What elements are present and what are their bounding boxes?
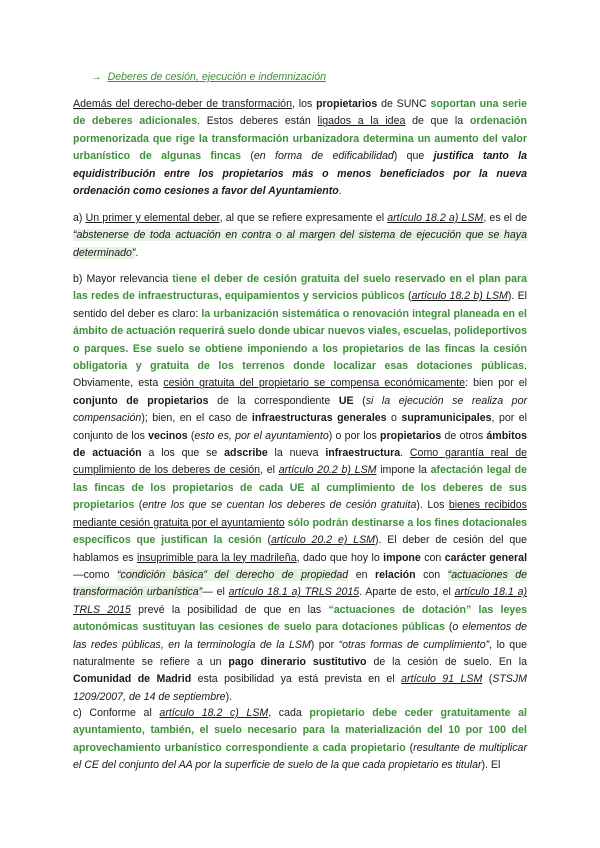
text-run: propietarios [380,429,442,442]
text-run: , por el conjunto de los [73,412,528,442]
text-run: ámbitos de actuación [73,429,528,460]
text-run: relación [374,568,416,581]
text-run: ). Los [416,499,449,512]
text-run: resultante de multiplicar el CE del conjunto del AA por la superficie de suelo de la que cada propietario es titular [73,741,527,772]
text-run: artículo 20.2 e) LSM [271,534,375,547]
text-run: con [415,568,448,581]
text-run: carácter general [444,551,528,564]
text-run: ); bien, en el caso de [141,412,252,425]
text-run: “actuaciones de transformación urbanística” [73,568,528,599]
paragraph-a [73,210,527,262]
text-run: ). El deber de cesión del que hablamos es [73,534,527,564]
text-run: de la correspondiente [208,394,339,407]
text-run: “otras formas de cumplimiento” [338,638,490,651]
text-run: o elementos de las redes públicas, en la terminología de la LSM [73,621,527,651]
text-run: artículo 18.2 b) LSM [411,290,508,303]
text-run: propietarios [316,98,378,110]
text-run: en forma de edificabilidad [253,150,394,163]
text-run: insuprimible para la ley madrileña [136,551,297,564]
text-run: . Aparte de esto, el [359,586,455,599]
text-run: si la ejecución se realiza por compensación [73,394,527,425]
text-run: , al que se refiere expresamente el [219,212,388,224]
text-run: en [348,568,375,581]
text-run: supramunicipales [401,412,492,425]
text-run: : bien por el [465,377,527,390]
text-run: ( [444,621,453,634]
text-run: vecinos [148,429,188,442]
text-run: soportan una serie de deberes adicionales [73,98,528,128]
text-run: ( [261,534,271,547]
text-run: , cada [268,707,310,719]
text-run: con [420,551,445,564]
text-run: ) que [393,150,434,163]
text-run: cesión gratuita del propietario se compensa económicamente [163,377,466,390]
text-run: b) Mayor relevancia [73,273,173,285]
text-run: , lo que naturalmente se refiere a un [73,638,527,668]
text-run: STSJM 1209/2007, de 14 de septiembre [73,673,527,703]
text-run: . Obviamente, esta [73,360,527,390]
text-run: UE [338,394,354,407]
text-run: la nueva [267,447,326,460]
text-run: , dado que hoy lo [296,551,384,564]
text-run: “condición básica” del derecho de propiedad [117,568,349,581]
text-run: infraestructuras generales [251,412,387,425]
text-run: de que la [405,115,470,128]
text-run: “abstenerse de toda actuación en contra o al margen del sistema de ejecución que se haya determinado” [73,229,527,259]
text-run: bienes recibidos mediante cesión gratuita por el ayuntamiento [73,499,527,529]
text-run: tiene el deber de cesión gratuita del suelo reservado en el plan para las redes de infraestructuras, equipamientos y servicios públicos [73,273,527,303]
text-run: adscribe [224,447,268,460]
text-run: propietario debe ceder gratuitamente al ayuntamiento, también, el suelo necesario para la materialización del 10 por 100 del aprovechamiento urbanístico correspondiente a cada propietario [73,707,528,754]
text-run: ). [225,690,233,703]
text-run: ligados a la idea [317,115,406,128]
text-run: entre los que se cuentan los deberes de cesión gratuita [142,499,417,512]
text-run: afectación legal de las fincas de los propietarios de cada UE al cumplimiento de los deberes de sus propietarios [73,464,528,512]
text-run: ( [241,150,254,163]
text-run: Comunidad de Madrid [73,673,192,686]
text-run: artículo 18.2 a) LSM [387,212,484,224]
text-run: artículo 18.2 c) LSM [159,707,269,719]
text-run: artículo 20.2 b) LSM [278,464,377,477]
text-run: prevé la posibilidad de que en las [130,603,329,616]
text-run: ( [405,741,414,754]
text-run: artículo 18.1 a) TRLS 2015 [73,586,527,616]
text-run: esta posibilidad ya está prevista en el [191,673,402,686]
text-run: , los [291,98,317,110]
text-run: ( [134,499,143,512]
text-run: Un primer y elemental deber [85,212,220,224]
text-run: impone [383,551,421,564]
text-run: , es el de [483,212,527,224]
text-run: Como garantía real de cumplimiento de los deberes de cesión [73,447,527,477]
text-run: o [386,412,402,425]
paragraph-b [73,271,527,706]
text-run: ). El sentido del deber es claro: [73,290,527,320]
text-run: conjunto de propietarios [73,394,209,407]
text-run: de otros [441,429,487,442]
text-run: “actuaciones de dotación” las leyes autonómicas sustituyan las cesiones de suelo para dotaciones públicas [73,603,528,634]
text-run: . [338,185,342,198]
section-heading [91,71,326,83]
text-run: la urbanización sistemática o renovación integral planeada en el ámbito de actuación requerirá suelo donde ubicar nuevos viales, escuelas, polideportivos o parques. Ese suelo se obtiene imponiendo a los propietarios de las fincas la cesión obligatoria y gratuita de los terrenos donde localizar esas dotaciones públicas [73,307,527,373]
text-run: artículo 91 LSM [401,673,483,686]
paragraph-c [73,705,527,775]
paragraph-intro [73,96,527,200]
text-run: infraestructura [325,447,401,460]
text-run: , el [260,464,279,477]
text-run: . [400,447,410,460]
text-run: artículo 18.1 a) TRLS 2015 [228,586,360,599]
text-run: de SUNC [377,98,431,110]
section-heading-text: Deberes de cesión, ejecución e indemnización [107,71,327,83]
text-run: . Estos deberes están [197,115,318,128]
text-run: ( [482,673,493,686]
text-run: —como [73,568,117,581]
text-run: justifica tanto la equidistribución entre los propietarios más o menos beneficiados por la nueva ordenación como cesiones a favor del Ayuntamiento [73,150,527,198]
text-run: ( [187,429,195,442]
arrow-right-icon: → [91,71,102,83]
text-run: impone la [376,464,431,477]
text-run: pago dinerario sustitutivo [228,655,367,668]
text-run: a) [73,212,86,224]
text-run: de la cesión de suelo. En la [366,655,527,668]
text-run: Además del derecho-deber de transformación [73,98,292,110]
text-run: a los que se [141,447,225,460]
text-run: ) o por los [328,429,381,442]
text-run: esto es, por el ayuntamiento [194,429,329,442]
text-run: — el [202,586,229,599]
text-run: ordenación pormenorizada que rige la transformación urbanizadora determina un aumento del valor urbanístico de algunas fincas [73,115,527,163]
text-run: ( [353,394,366,407]
text-run: ) por [310,638,339,651]
text-run: sólo podrán destinarse a los fines dotacionales específicos que justifican la cesión [73,516,527,547]
text-run: c) Conforme al [73,707,160,719]
text-run: ( [404,290,412,303]
text-run: . [135,246,139,259]
text-run: ). El [481,759,501,772]
